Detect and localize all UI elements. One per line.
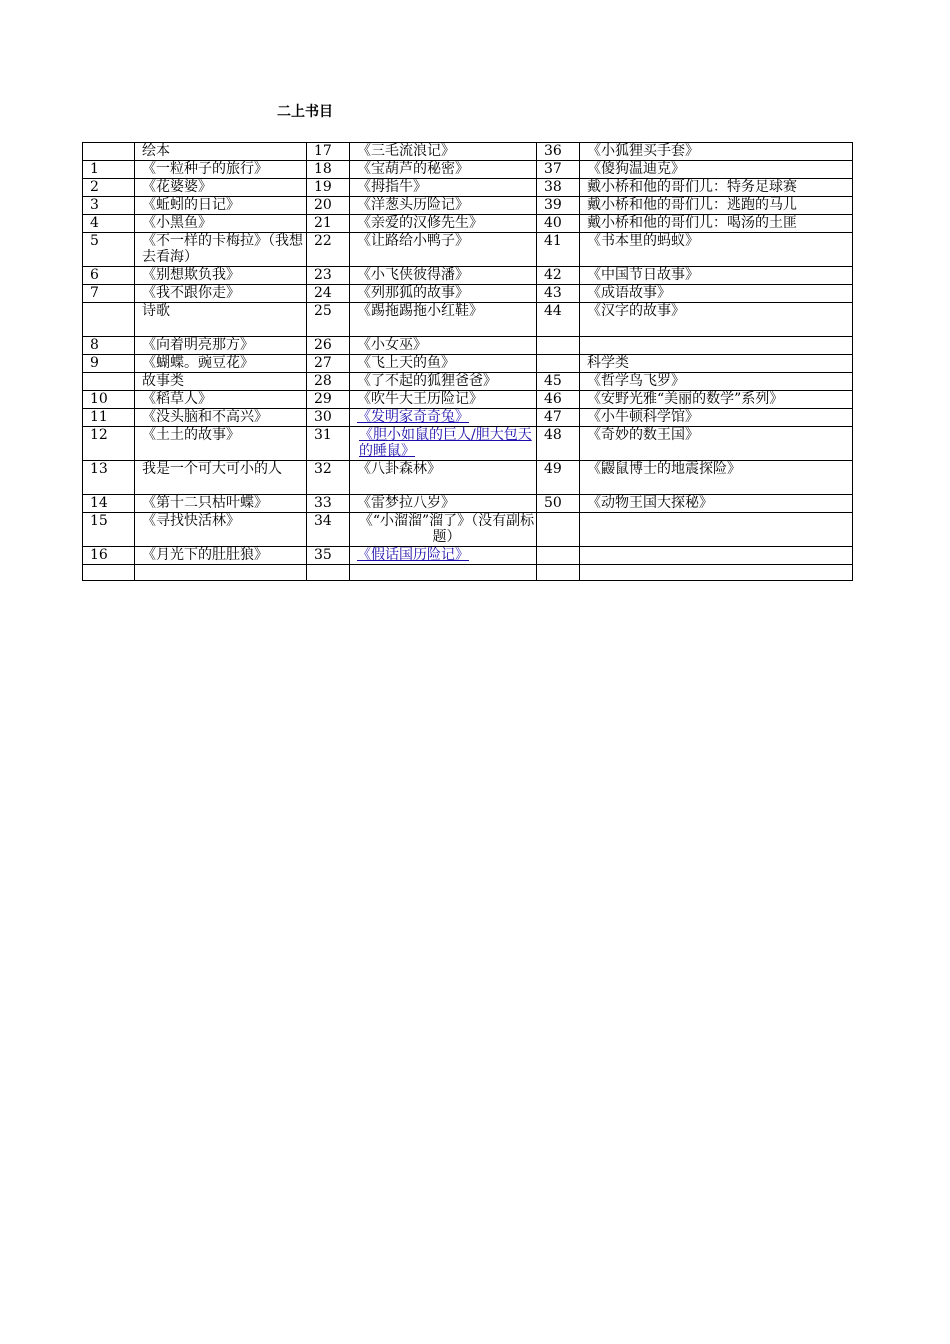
table-row xyxy=(83,285,853,303)
empty-cell xyxy=(537,565,580,581)
cell-book-title xyxy=(580,513,853,547)
cell-number: 20 xyxy=(307,197,350,215)
cell-number: 28 xyxy=(307,373,350,391)
book-list-table xyxy=(82,142,853,581)
cell-number: 6 xyxy=(83,267,135,285)
table-row xyxy=(83,565,853,581)
cell-number: 10 xyxy=(83,391,135,409)
cell-book-title: 《安野光雅“美丽的数学”系列》 xyxy=(580,391,853,409)
book-link[interactable]: 《发明家奇奇兔》 xyxy=(357,409,469,425)
table-row xyxy=(83,495,853,513)
category-heading: 故事类 xyxy=(135,373,307,391)
cell-number: 50 xyxy=(537,495,580,513)
cell-book-title: 《“小溜溜”溜了》（没有副标题） xyxy=(350,513,537,547)
cell-book-title: 戴小桥和他的哥们儿：喝汤的土匪 xyxy=(580,215,853,233)
cell-book-title: 《动物王国大探秘》 xyxy=(580,495,853,513)
cell-number: 5 xyxy=(83,233,135,267)
cell-book-title: 《汉字的故事》 xyxy=(580,303,853,337)
table-row xyxy=(83,143,853,161)
cell-number: 23 xyxy=(307,267,350,285)
cell-book-title: 《向着明亮那方》 xyxy=(135,337,307,355)
cell-book-title: 《成语故事》 xyxy=(580,285,853,303)
cell-number: 18 xyxy=(307,161,350,179)
cell-number: 7 xyxy=(83,285,135,303)
page-title: 二上书目 xyxy=(277,104,333,120)
cell-number: 27 xyxy=(307,355,350,373)
cell-number: 42 xyxy=(537,267,580,285)
cell-number: 9 xyxy=(83,355,135,373)
cell-number: 8 xyxy=(83,337,135,355)
table-row xyxy=(83,427,853,461)
cell-number: 34 xyxy=(307,513,350,547)
empty-cell xyxy=(135,565,307,581)
book-link[interactable]: 《假话国历险记》 xyxy=(357,547,469,563)
cell-book-title: 《中国节日故事》 xyxy=(580,267,853,285)
cell-number: 24 xyxy=(307,285,350,303)
empty-cell xyxy=(580,565,853,581)
cell-number: 38 xyxy=(537,179,580,197)
cell-book-title: 《小女巫》 xyxy=(350,337,537,355)
cell-number xyxy=(83,373,135,391)
cell-number: 37 xyxy=(537,161,580,179)
table-row xyxy=(83,233,853,267)
cell-number: 13 xyxy=(83,461,135,495)
cell-number: 4 xyxy=(83,215,135,233)
cell-book-title xyxy=(350,409,537,427)
cell-book-title: 《小飞侠彼得潘》 xyxy=(350,267,537,285)
cell-number xyxy=(83,303,135,337)
table-row xyxy=(83,373,853,391)
cell-number: 45 xyxy=(537,373,580,391)
cell-number: 25 xyxy=(307,303,350,337)
cell-book-title: 《让路给小鸭子》 xyxy=(350,233,537,267)
cell-book-title: 《蝴蝶。豌豆花》 xyxy=(135,355,307,373)
cell-number: 49 xyxy=(537,461,580,495)
cell-number: 15 xyxy=(83,513,135,547)
cell-book-title: 《小黑鱼》 xyxy=(135,215,307,233)
cell-number xyxy=(537,547,580,565)
cell-book-title xyxy=(580,337,853,355)
cell-book-title: 《我不跟你走》 xyxy=(135,285,307,303)
cell-book-title: 《宝葫芦的秘密》 xyxy=(350,161,537,179)
cell-book-title: 《八卦森林》 xyxy=(350,461,537,495)
table-row xyxy=(83,337,853,355)
cell-book-title: 《小狐狸买手套》 xyxy=(580,143,853,161)
cell-book-title: 《了不起的狐狸爸爸》 xyxy=(350,373,537,391)
cell-book-title: 《列那狐的故事》 xyxy=(350,285,537,303)
cell-number: 26 xyxy=(307,337,350,355)
cell-book-title: 《拇指牛》 xyxy=(350,179,537,197)
cell-book-title: 《雷梦拉八岁》 xyxy=(350,495,537,513)
cell-book-title: 《踢拖踢拖小红鞋》 xyxy=(350,303,537,337)
table-row xyxy=(83,513,853,547)
table-row xyxy=(83,161,853,179)
table-row xyxy=(83,409,853,427)
table-row xyxy=(83,215,853,233)
cell-number: 19 xyxy=(307,179,350,197)
cell-book-title: 戴小桥和他的哥们儿：逃跑的马儿 xyxy=(580,197,853,215)
cell-number: 46 xyxy=(537,391,580,409)
cell-book-title xyxy=(350,547,537,565)
table-row xyxy=(83,547,853,565)
table-row xyxy=(83,355,853,373)
cell-book-title: 《书本里的蚂蚁》 xyxy=(580,233,853,267)
cell-number xyxy=(537,337,580,355)
cell-number: 43 xyxy=(537,285,580,303)
cell-number: 30 xyxy=(307,409,350,427)
cell-number xyxy=(537,513,580,547)
cell-book-title: 《吹牛大王历险记》 xyxy=(350,391,537,409)
cell-book-title: 《花婆婆》 xyxy=(135,179,307,197)
cell-number xyxy=(537,355,580,373)
cell-book-title: 《不一样的卡梅拉》（我想去看海） xyxy=(135,233,307,267)
category-heading: 绘本 xyxy=(135,143,307,161)
cell-book-title: 《寻找快活林》 xyxy=(135,513,307,547)
cell-number: 2 xyxy=(83,179,135,197)
table-row xyxy=(83,179,853,197)
cell-book-title xyxy=(350,427,537,461)
cell-number: 32 xyxy=(307,461,350,495)
cell-book-title: 《亲爱的汉修先生》 xyxy=(350,215,537,233)
cell-book-title: 《蚯蚓的日记》 xyxy=(135,197,307,215)
cell-book-title: 《三毛流浪记》 xyxy=(350,143,537,161)
cell-number: 29 xyxy=(307,391,350,409)
cell-book-title: 《稻草人》 xyxy=(135,391,307,409)
empty-cell xyxy=(350,565,537,581)
cell-number xyxy=(83,143,135,161)
cell-number: 39 xyxy=(537,197,580,215)
cell-book-title: 《月光下的肚肚狼》 xyxy=(135,547,307,565)
cell-book-title: 《没头脑和不高兴》 xyxy=(135,409,307,427)
cell-book-title: 戴小桥和他的哥们儿：特务足球赛 xyxy=(580,179,853,197)
cell-number: 31 xyxy=(307,427,350,461)
cell-book-title: 《哲学鸟飞罗》 xyxy=(580,373,853,391)
category-heading: 诗歌 xyxy=(135,303,307,337)
cell-book-title: 《小牛顿科学馆》 xyxy=(580,409,853,427)
cell-book-title: 《洋葱头历险记》 xyxy=(350,197,537,215)
cell-number: 48 xyxy=(537,427,580,461)
cell-number: 22 xyxy=(307,233,350,267)
cell-book-title: 《鼹鼠博士的地震探险》 xyxy=(580,461,853,495)
cell-book-title: 《第十二只枯叶蝶》 xyxy=(135,495,307,513)
cell-book-title: 《土土的故事》 xyxy=(135,427,307,461)
empty-cell xyxy=(307,565,350,581)
cell-number: 40 xyxy=(537,215,580,233)
cell-number: 41 xyxy=(537,233,580,267)
table-row xyxy=(83,391,853,409)
cell-number: 33 xyxy=(307,495,350,513)
cell-book-title: 我是一个可大可小的人 xyxy=(135,461,307,495)
cell-book-title: 《飞上天的鱼》 xyxy=(350,355,537,373)
cell-book-title xyxy=(580,547,853,565)
cell-number: 35 xyxy=(307,547,350,565)
table-row xyxy=(83,303,853,337)
cell-number: 36 xyxy=(537,143,580,161)
cell-book-title: 《奇妙的数王国》 xyxy=(580,427,853,461)
cell-number: 47 xyxy=(537,409,580,427)
cell-number: 11 xyxy=(83,409,135,427)
table-row xyxy=(83,461,853,495)
cell-number: 1 xyxy=(83,161,135,179)
table-row xyxy=(83,267,853,285)
book-link[interactable]: 《胆小如鼠的巨人/胆大包天的睡鼠》 xyxy=(359,427,532,459)
cell-number: 21 xyxy=(307,215,350,233)
cell-number: 44 xyxy=(537,303,580,337)
cell-number: 14 xyxy=(83,495,135,513)
empty-cell xyxy=(83,565,135,581)
cell-number: 17 xyxy=(307,143,350,161)
category-heading: 科学类 xyxy=(580,355,853,373)
cell-book-title: 《别想欺负我》 xyxy=(135,267,307,285)
cell-number: 3 xyxy=(83,197,135,215)
cell-book-title: 《一粒种子的旅行》 xyxy=(135,161,307,179)
cell-number: 12 xyxy=(83,427,135,461)
cell-book-title: 《傻狗温迪克》 xyxy=(580,161,853,179)
table-row xyxy=(83,197,853,215)
cell-number: 16 xyxy=(83,547,135,565)
